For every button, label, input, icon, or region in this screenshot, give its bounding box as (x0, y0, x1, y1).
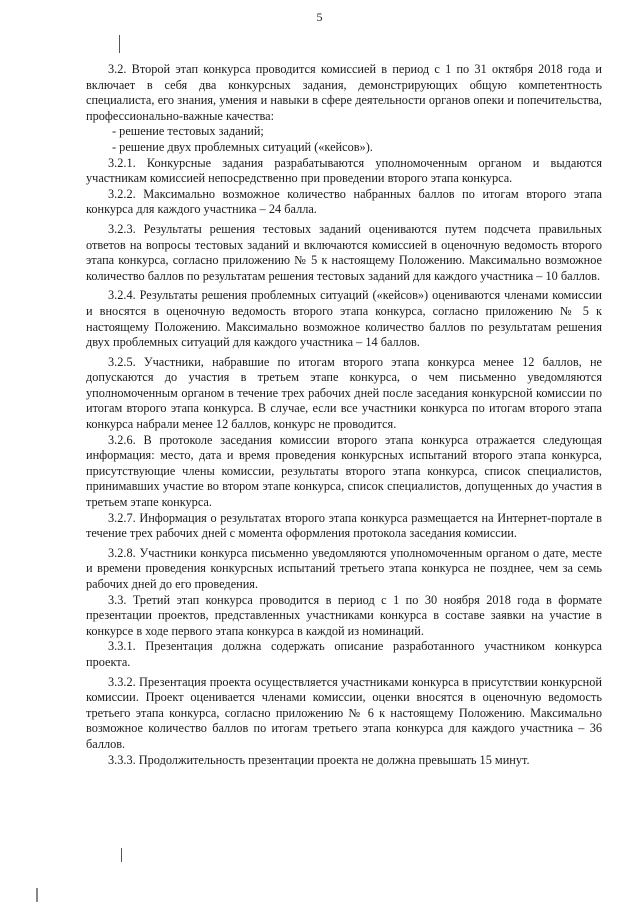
document-body (86, 62, 602, 768)
paragraph-3-2: 3.2. Второй этап конкурса проводится комиссией в период с 1 по 31 октября 2018 года и включает в себя два конкурсных задания, демонстрирующих общую компетентность специалиста, его знания, умения и навыки в сфере деятельности органов опеки и попечительства, профессионально-важные качества: (86, 62, 602, 123)
paragraph-3-2-5: 3.2.5. Участники, набравшие по итогам второго этапа конкурса менее 12 баллов, не допускаются до участия в третьем этапе конкурса, о чем письменно уведомляются уполномоченным органом в течение трех рабочих дней после заседания конкурсной комиссии по итогам второго этапа конкурса. В случае, если все участники конкурса по итогам второго этапа конкурса набрали менее 12 баллов, конкурс не проводится. (86, 354, 602, 432)
paragraph-3-3: 3.3. Третий этап конкурса проводится в период с 1 по 30 ноября 2018 года в формате презентации проектов, представленных участниками конкурса в составе заявки на участие в конкурсе в ходе первого этапа конкурса в каждой из номинаций. (86, 592, 602, 638)
scan-mark-bottom (121, 848, 122, 862)
paragraph-3-2-6: 3.2.6. В протоколе заседания комиссии второго этапа конкурса отражается следующая информация: место, дата и время проведения конкурсных испытаний второго этапа конкурса, присутствующие члены комиссии, результаты второго этапа конкурса, список специалистов, принимавших участие во втором этапе конкурса, список специалистов, допущенных до участия в третьем этапе конкурса. (86, 432, 602, 510)
paragraph-3-2-2: 3.2.2. Максимально возможное количество набранных баллов по итогам второго этапа конкурса для каждого участника – 24 балла. (86, 186, 602, 217)
paragraph-3-3-2: 3.3.2. Презентация проекта осуществляется участниками конкурса в присутствии конкурсной комиссии. Проект оценивается членами комиссии, оценки вносятся в оценочную ведомость третьего этапа конкурса, согласно приложению № 6 к настоящему Положению. Максимально возможное количество баллов по итогам третьего этапа конкурса для каждого участника – 36 баллов. (86, 674, 602, 751)
list-item-cases: - решение двух проблемных ситуаций («кейсов»). (112, 139, 373, 154)
scan-mark-corner (36, 888, 38, 902)
paragraph-3-2-1: 3.2.1. Конкурсные задания разрабатываются уполномоченным органом и выдаются участникам комиссией непосредственно при проведении второго этапа конкурса. (86, 155, 602, 186)
list-item-tests: - решение тестовых заданий; (112, 124, 264, 139)
paragraph-3-2-3: 3.2.3. Результаты решения тестовых заданий оцениваются путем подсчета правильных ответов на вопросы тестовых заданий и включаются комиссией в оценочную ведомость второго этапа конкурса, согласно приложению № 5 к настоящему Положению. Максимально возможное количество баллов по результатам решения тестовых заданий для каждого участника – 10 баллов. (86, 221, 602, 283)
paragraph-3-2-7: 3.2.7. Информация о результатах второго этапа конкурса размещается на Интернет-портале в течение трех рабочих дней с момента оформления протокола заседания комиссии. (86, 510, 602, 541)
paragraph-3-2-8: 3.2.8. Участники конкурса письменно уведомляются уполномоченным органом о дате, месте и времени проведения конкурсных испытаний третьего этапа конкурса не позднее, чем за семь рабочих дней до его проведения. (86, 545, 602, 591)
scan-mark-top (119, 35, 120, 53)
paragraph-3-3-3: 3.3.3. Продолжительность презентации проекта не должна превышать 15 минут. (108, 752, 530, 767)
paragraph-3-2-4: 3.2.4. Результаты решения проблемных ситуаций («кейсов») оцениваются членами комиссии и вносятся в оценочную ведомость второго этапа конкурса, согласно приложению № 5 к настоящему Положению. Максимально возможное количество баллов по результатам решения двух проблемных ситуаций для каждого участника – 14 баллов. (86, 288, 602, 350)
page-number: 5 (316, 10, 323, 24)
paragraph-3-3-1: 3.3.1. Презентация должна содержать описание разработанного участником конкурса проекта. (86, 639, 602, 669)
